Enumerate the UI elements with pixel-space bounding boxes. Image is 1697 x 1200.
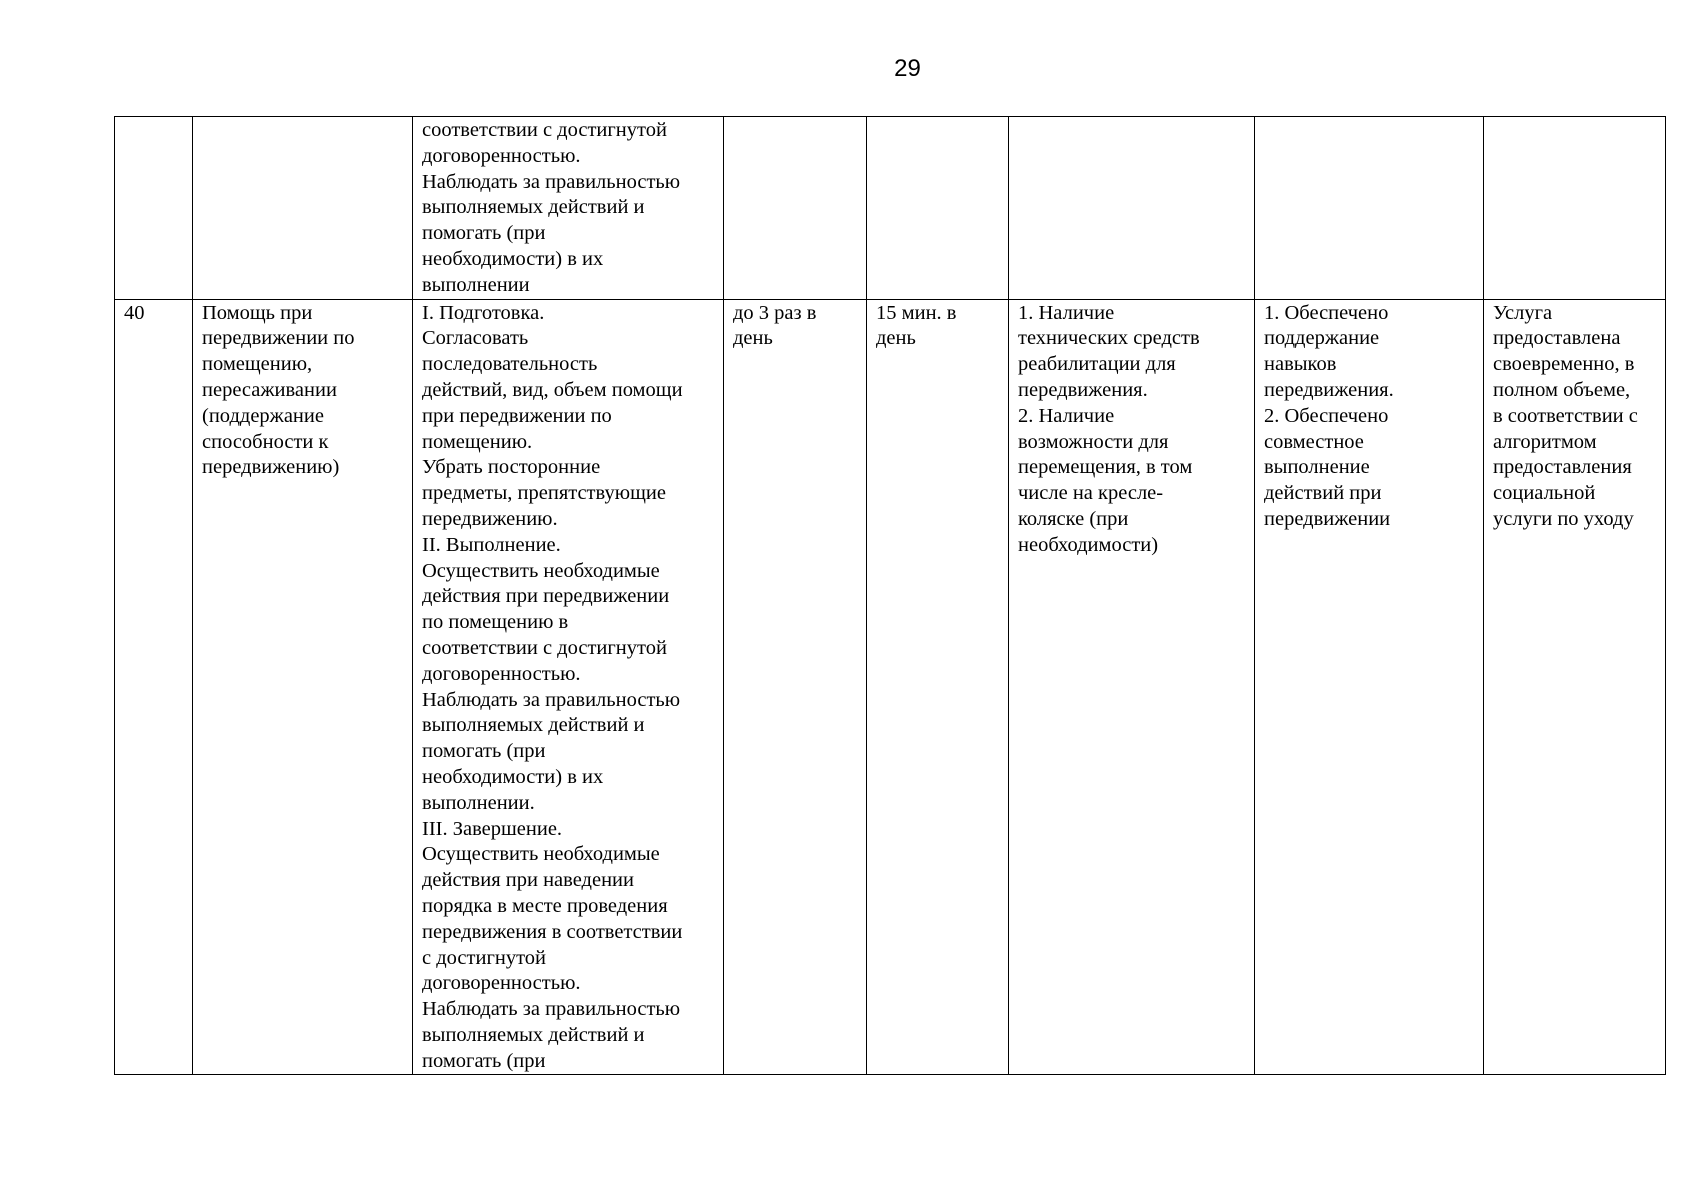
cell-quality-assessment bbox=[1484, 117, 1666, 300]
cell-frequency: до 3 раз в день bbox=[724, 299, 867, 1075]
cell-service-description: I. Подготовка. Согласовать последовательность действий, вид, объем помощи при передвижении по помещению. Убрать посторонние предметы, препятствующие передвижению. II. Выполнение. Осуществить необходимые действия при передвижении по помещению в соответствии с достигнутой договоренностью. Наблюдать за правильностью выполняемых действий и помогать (при необходимости) в их выполнении. III. Завершение. Осуществить необходимые действия при наведении порядка в месте проведения передвижения в соответствии с достигнутой договоренностью. Наблюдать за правильностью выполняемых действий и помогать (при bbox=[413, 299, 724, 1075]
cell-conditions: 1. Наличие технических средств реабилитации для передвижения. 2. Наличие возможности для перемещения, в том числе на кресле- коляске (при необходимости) bbox=[1009, 299, 1255, 1075]
cell-service-name bbox=[193, 117, 413, 300]
cell-duration bbox=[867, 117, 1009, 300]
cell-results: 1. Обеспечено поддержание навыков передвижения. 2. Обеспечено совместное выполнение действий при передвижении bbox=[1255, 299, 1484, 1075]
service-standards-table bbox=[114, 116, 1666, 1075]
table-row-continuation bbox=[115, 117, 1666, 300]
cell-number: 40 bbox=[115, 299, 193, 1075]
cell-service-name: Помощь при передвижении по помещению, пересаживании (поддержание способности к передвижению) bbox=[193, 299, 413, 1075]
table-row-service-40 bbox=[115, 299, 1666, 1075]
cell-duration: 15 мин. в день bbox=[867, 299, 1009, 1075]
cell-frequency bbox=[724, 117, 867, 300]
cell-quality-assessment: Услуга предоставлена своевременно, в полном объеме, в соответствии с алгоритмом предоставления социальной услуги по уходу bbox=[1484, 299, 1666, 1075]
cell-service-description: соответствии с достигнутой договоренностью. Наблюдать за правильностью выполняемых действий и помогать (при необходимости) в их выполнении bbox=[413, 117, 724, 300]
cell-conditions bbox=[1009, 117, 1255, 300]
cell-results bbox=[1255, 117, 1484, 300]
page-number: 29 bbox=[894, 55, 921, 82]
cell-number bbox=[115, 117, 193, 300]
